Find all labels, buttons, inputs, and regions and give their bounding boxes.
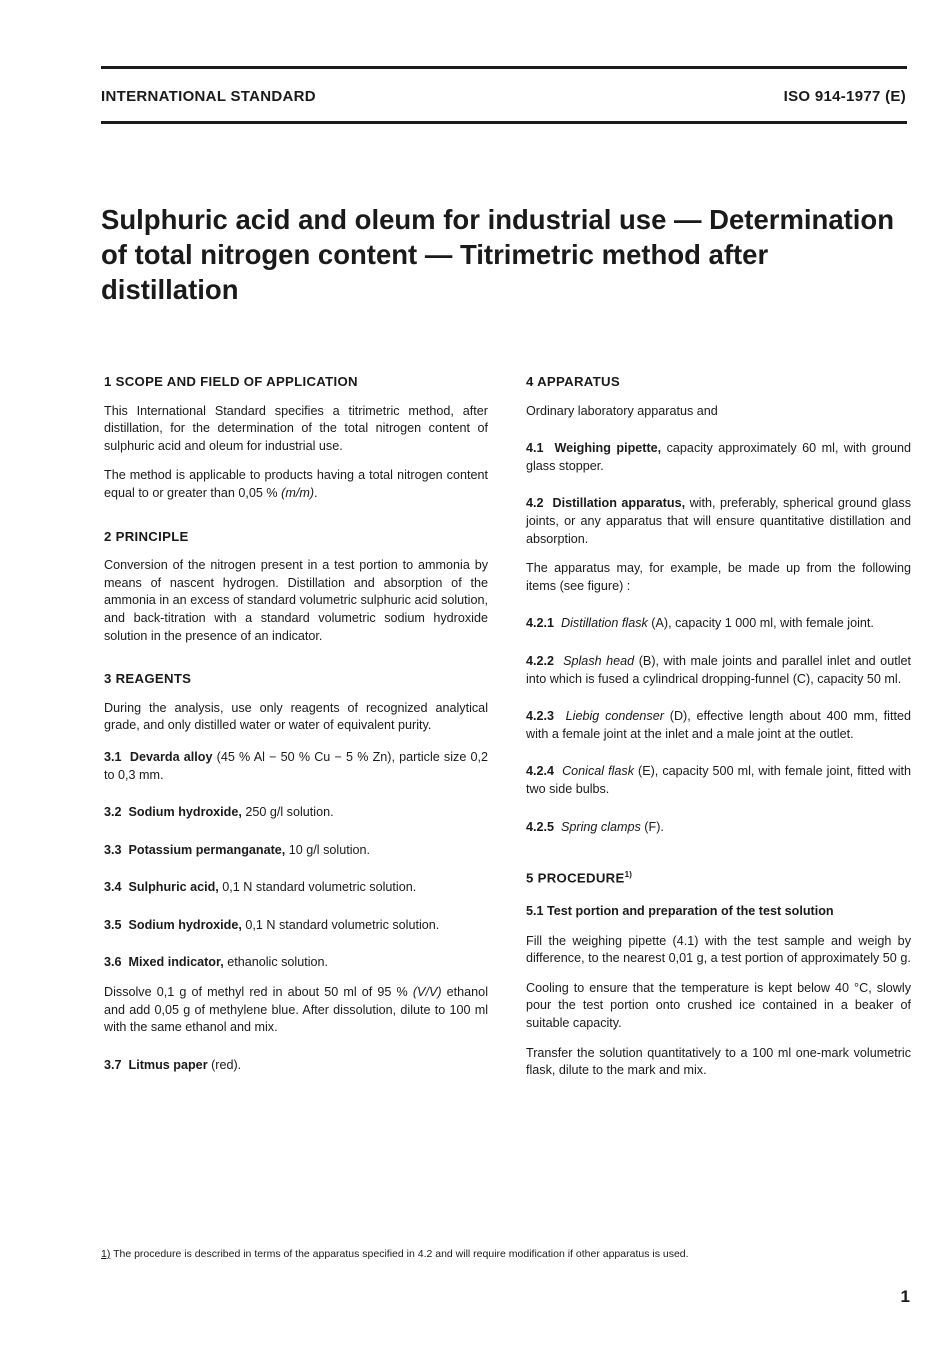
footnote-text: The procedure is described in terms of the apparatus specified in 4.2 and will require modification if other apparatus is used. [110, 1248, 689, 1260]
section-5-heading: 5 PROCEDURE$^{1)}$ [526, 870, 633, 886]
scope-paragraph: This International Standard specifies a titrimetric method, after distillation, for the determination of the total nitrogen content of sulphuric acid and oleum for industrial use. [104, 403, 488, 453]
section-3-heading: 3 REAGENTS [104, 671, 192, 687]
header-rule [101, 121, 907, 124]
footnote-marker: 1) [101, 1248, 111, 1260]
section-4-heading: 4 APPARATUS [526, 374, 620, 389]
item-distillation-flask: 4.2.1 Distillation flask (A), capacity 1 000 ml, with female joint. [526, 616, 874, 631]
applicability-paragraph: The method is applicable to products having a total nitrogen content equal to or greater than 0,05 % (m/m). [104, 468, 488, 500]
item-splash-head: 4.2.2 Splash head (B), with male joints and parallel inlet and outlet into which is fused a cylindrical dropping-funnel (C), capacity 50 ml. [526, 653, 911, 686]
reagent-sodium-hydroxide-standard: 3.5 Sodium hydroxide, 0,1 N standard volumetric solution. [104, 917, 440, 932]
reagent-mixed-indicator: 3.6 Mixed indicator, ethanolic solution. [104, 955, 329, 970]
page-number: 1 [900, 1287, 910, 1306]
reagent-sulphuric-acid: 3.4 Sulphuric acid, 0,1 N standard volumetric solution. [104, 880, 417, 895]
cooling-paragraph: Cooling to ensure that the temperature is kept below 40 °C, slowly pour the test portion onto crushed ice contained in a beaker of suitable capacity. [526, 980, 911, 1031]
reagent-litmus-paper: 3.7 Litmus paper (red). [104, 1057, 242, 1072]
document-title: Sulphuric acid and oleum for industrial use — Determination of total nitrogen content — Titrimetric method after distillation [101, 204, 895, 305]
apparatus-items-intro: The apparatus may, for example, be made up from the following items (see figure) : [526, 561, 911, 593]
section-2-heading: 2 PRINCIPLE [104, 528, 189, 544]
subsection-5-1-heading: 5.1 Test portion and preparation of the test solution [526, 904, 834, 919]
right-column [526, 373, 911, 1080]
reagent-potassium-permanganate: 3.3 Potassium permanganate, 10 g/l solution. [104, 842, 371, 857]
mixed-indicator-preparation: Dissolve 0,1 g of methyl red in about 50 ml of 95 % (V/V) ethanol and add 0,05 g of methylene blue. After dissolution, dilute to 100 ml with the same ethanol and mix. [104, 985, 488, 1035]
apparatus-distillation: 4.2 Distillation apparatus, with, preferably, spherical ground glass joints, or any apparatus that will ensure quantitative distillation and absorption. [526, 496, 912, 546]
principle-paragraph: Conversion of the nitrogen present in a test portion to ammonia by means of nascent hydrogen. Distillation and absorption of the ammonia in an excess of standard volumetric sulphuric acid solution, and back-titration with a standard volumetric sodium hydroxide solution in the presence of an indicator. [104, 558, 488, 643]
reagents-intro: During the analysis, use only reagents of recognized analytical grade, and only distilled water or water of equivalent purity. [104, 700, 488, 733]
left-column [104, 373, 488, 1074]
item-conical-flask: 4.2.4 Conical flask (E), capacity 500 ml, with female joint, fitted with two side bulbs. [526, 764, 911, 796]
section-1-heading: 1 SCOPE AND FIELD OF APPLICATION [104, 374, 358, 389]
transfer-paragraph: Transfer the solution quantitatively to a 100 ml one-mark volumetric flask, dilute to the mark and mix. [526, 1045, 911, 1078]
item-liebig-condenser: 4.2.3 Liebig condenser (D), effective length about 400 mm, fitted with a female joint at the inlet and a male joint at the outlet. [526, 709, 911, 741]
reagent-devarda-alloy: 3.1 Devarda alloy (45 % Al − 50 % Cu − 5 % Zn), particle size 0,2 to 0,3 mm. [104, 749, 489, 782]
reagent-sodium-hydroxide: 3.2 Sodium hydroxide, 250 g/l solution. [104, 805, 334, 820]
top-rule [101, 66, 907, 69]
item-spring-clamps: 4.2.5 Spring clamps (F). [526, 819, 664, 834]
test-portion-paragraph: Fill the weighing pipette (4.1) with the test sample and weigh by difference, to the nearest 0,01 g, a test portion of approximately 50 g. [526, 933, 911, 966]
apparatus-intro: Ordinary laboratory apparatus and [526, 403, 718, 418]
footnote [101, 1248, 689, 1260]
apparatus-weighing-pipette: 4.1 Weighing pipette, capacity approximately 60 ml, with ground glass stopper. [526, 441, 911, 473]
header-standard-number: ISO 914-1977 (E) [783, 88, 906, 105]
header-standard-label: INTERNATIONAL STANDARD [101, 88, 316, 105]
